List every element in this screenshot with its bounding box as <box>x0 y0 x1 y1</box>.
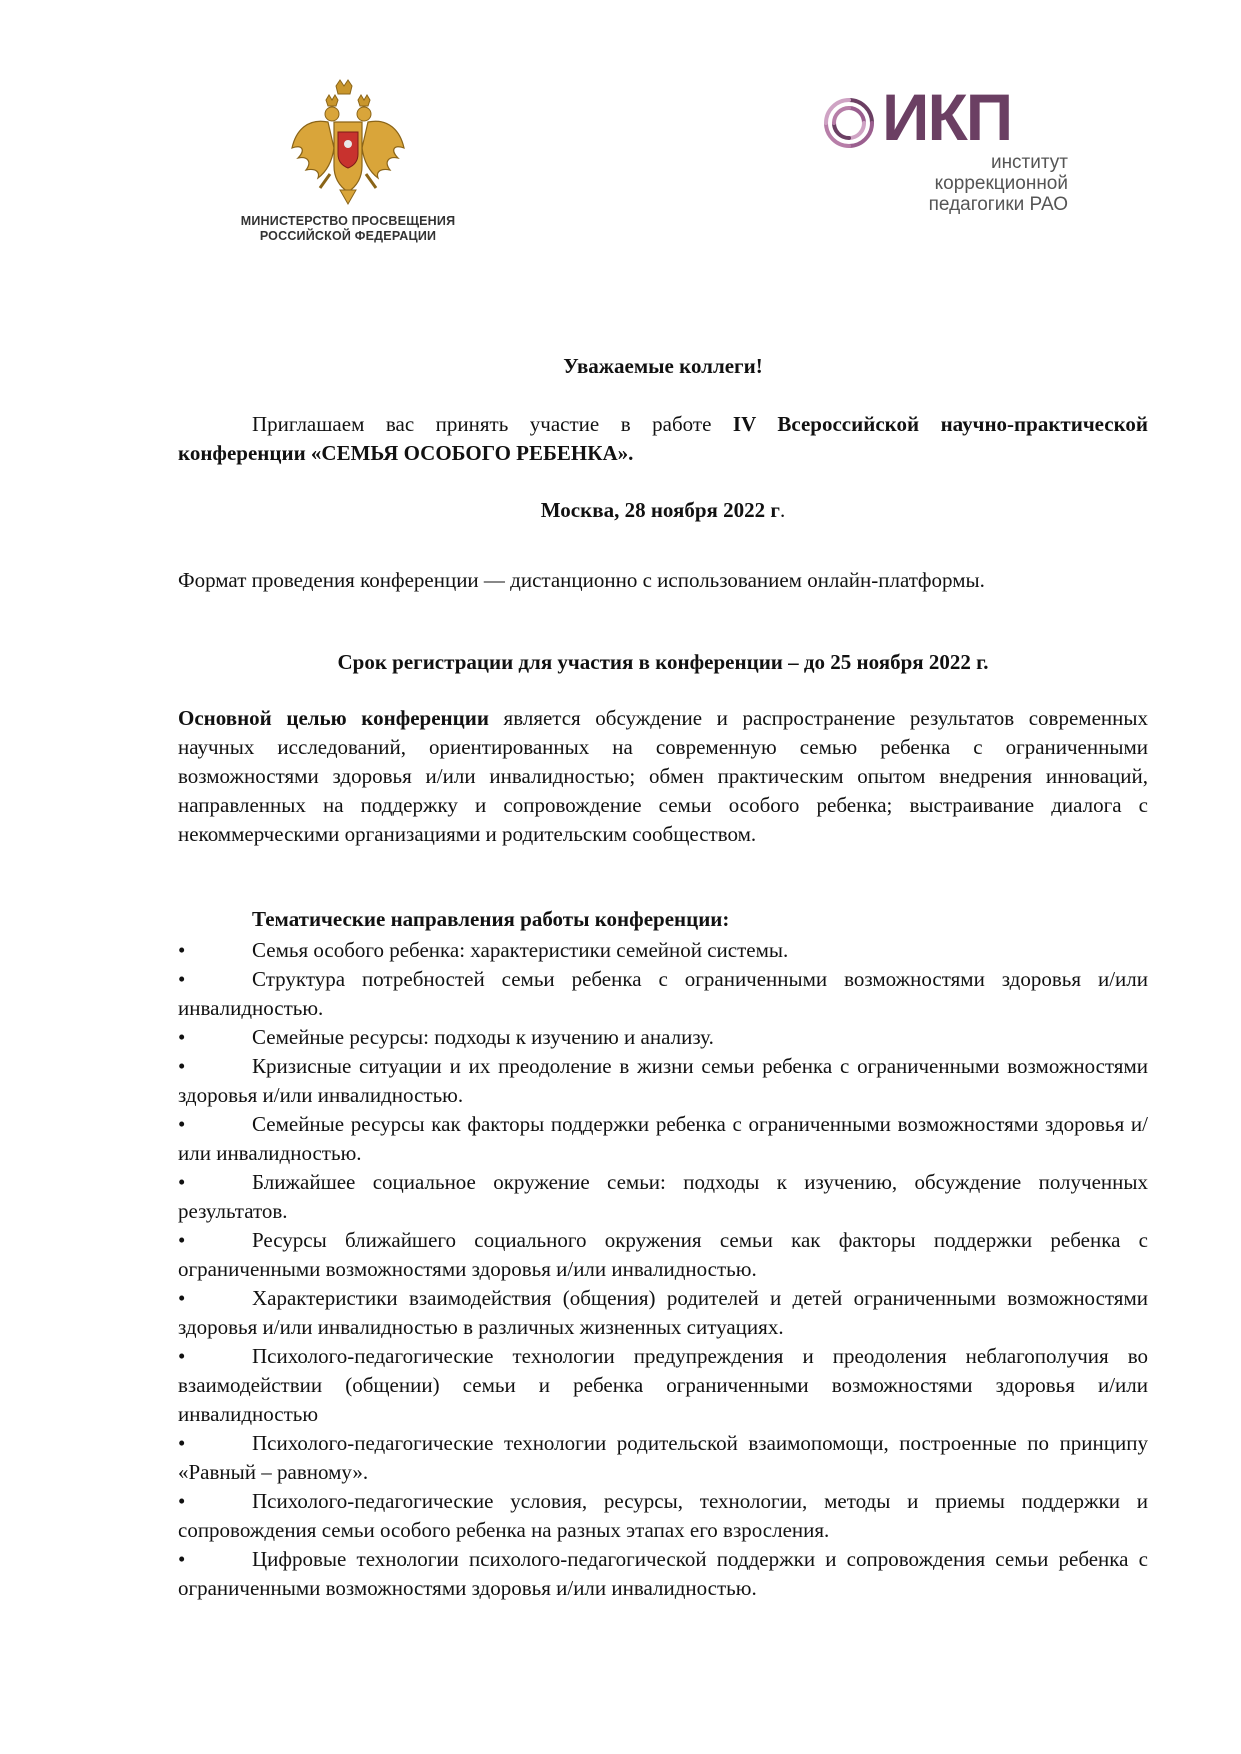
bullet-icon: • <box>178 1112 186 1136</box>
goal-paragraph <box>178 704 1148 849</box>
bullet-icon: • <box>178 938 186 962</box>
bullet-icon: • <box>178 1025 186 1049</box>
ministry-name-line2: РОССИЙСКОЙ ФЕДЕРАЦИИ <box>259 229 437 243</box>
ikp-institute-name <box>898 152 1068 215</box>
list-item <box>178 965 1148 1023</box>
double-headed-eagle-emblem-icon <box>288 78 408 208</box>
conference-name: IV Всероссийской научно-практической конференции «СЕМЬЯ ОСОБОГО РЕБЕНКА». <box>178 412 1148 465</box>
bullet-icon: • <box>178 967 186 991</box>
ministry-name-line1: МИНИСТЕРСТВО ПРОСВЕЩЕНИЯ <box>240 214 456 228</box>
list-item <box>178 1284 1148 1342</box>
list-item <box>178 936 1148 965</box>
place-date <box>178 496 1148 525</box>
ikp-name-line2: коррекционной <box>934 173 1068 194</box>
bullet-icon: • <box>178 1431 186 1455</box>
ikp-name-line1: институт <box>990 152 1068 173</box>
list-item-text: Психолого-педагогические технологии предупреждения и преодоления неблагополучия во взаимодействии (общении) семьи и ребенка ограниченными возможностями здоровья и/или инвалидностью <box>178 1344 1148 1426</box>
invitation-text: Приглашаем вас принять участие в работе <box>252 412 733 436</box>
format-text: Формат проведения конференции — дистанционно с использованием онлайн-платформы. <box>178 568 985 592</box>
bullet-icon: • <box>178 1228 186 1252</box>
bullet-icon: • <box>178 1286 186 1310</box>
list-item <box>178 1487 1148 1545</box>
bullet-icon: • <box>178 1344 186 1368</box>
invitation-paragraph <box>178 410 1148 468</box>
ikp-name-line3: педагогики РАО <box>928 194 1068 215</box>
list-item-text: Психолого-педагогические технологии родительской взаимопомощи, построенные по принципу «Равный – равному». <box>178 1431 1148 1484</box>
list-item-text: Структура потребностей семьи ребенка с ограниченными возможностями здоровья и/или инвалидностью. <box>178 967 1148 1020</box>
list-item-text: Ближайшее социальное окружение семьи: подходы к изучению, обсуждение полученных результатов. <box>178 1170 1148 1223</box>
topics-title-text: Тематические направления работы конференции: <box>252 907 730 931</box>
ikp-abbreviation: ИКП <box>882 80 1012 154</box>
list-item-text: Кризисные ситуации и их преодоление в жизни семьи ребенка с ограниченными возможностями здоровья и/или инвалидностью. <box>178 1054 1148 1107</box>
topics-list <box>178 936 1148 1603</box>
greeting-text: Уважаемые коллеги! <box>563 354 763 378</box>
ikp-logo <box>818 80 1068 228</box>
registration-deadline <box>178 648 1148 677</box>
format-paragraph <box>178 566 1148 595</box>
goal-text: является обсуждение и распространение результатов современных научных исследований, ориентированных на современную семью ребенка с ограниченными возможностями здоровья и/или инвалидностью; обмен практическим опытом внедрения инноваций, направленных на поддержку и сопровождение семьи особого ребенка; выстраивание диалога с некоммерческими организациями и родительским сообществом. <box>178 706 1148 846</box>
list-item-text: Семейные ресурсы: подходы к изучению и анализу. <box>252 1025 714 1049</box>
bullet-icon: • <box>178 1054 186 1078</box>
goal-lead: Основной целью конференции <box>178 706 489 730</box>
list-item-text: Семья особого ребенка: характеристики семейной системы. <box>252 938 789 962</box>
topics-heading <box>178 905 1148 934</box>
list-item-text: Ресурсы ближайшего социального окружения семьи как факторы поддержки ребенка с ограниченными возможностями здоровья и/или инвалидностью. <box>178 1228 1148 1281</box>
place-date-period: . <box>779 498 786 522</box>
list-item <box>178 1342 1148 1429</box>
deadline-text: Срок регистрации для участия в конференции – до 25 ноября 2022 г. <box>337 650 989 674</box>
bullet-icon: • <box>178 1170 186 1194</box>
ministry-name <box>228 214 468 244</box>
bullet-icon: • <box>178 1547 186 1571</box>
list-item <box>178 1429 1148 1487</box>
bullet-icon: • <box>178 1489 186 1513</box>
swirl-emblem-icon <box>818 92 880 154</box>
ministry-logo <box>228 78 468 258</box>
greeting-heading <box>178 352 1148 381</box>
list-item-text: Психолого-педагогические условия, ресурсы, технологии, методы и приемы поддержки и сопровождения семьи особого ребенка на разных этапах его взросления. <box>178 1489 1148 1542</box>
list-item <box>178 1226 1148 1284</box>
list-item <box>178 1023 1148 1052</box>
list-item <box>178 1110 1148 1168</box>
place-date-text: Москва, 28 ноября 2022 г <box>540 498 780 522</box>
list-item-text: Цифровые технологии психолого-педагогической поддержки и сопровождения семьи ребенка с ограниченными возможностями здоровья и/или инвалидностью. <box>178 1547 1148 1600</box>
list-item <box>178 1052 1148 1110</box>
list-item-text: Семейные ресурсы как факторы поддержки ребенка с ограниченными возможностями здоровья и/или инвалидностью. <box>178 1112 1148 1165</box>
list-item <box>178 1168 1148 1226</box>
list-item-text: Характеристики взаимодействия (общения) родителей и детей ограниченными возможностями здоровья и/или инвалидностью в различных жизненных ситуациях. <box>178 1286 1148 1339</box>
list-item <box>178 1545 1148 1603</box>
